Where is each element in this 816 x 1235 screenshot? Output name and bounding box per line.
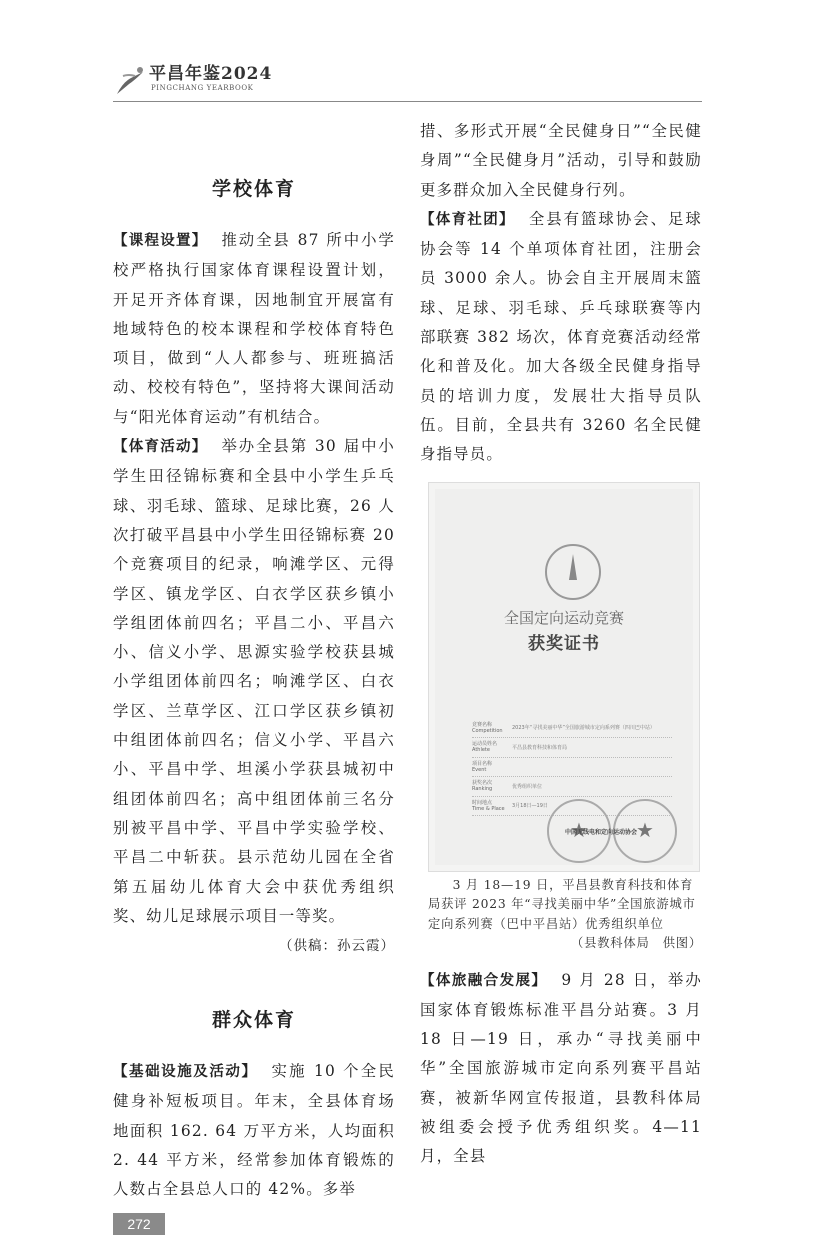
caption-credit: （县教科体局 供图） [571, 936, 702, 951]
paragraph-tag: 【基础设施及活动】 [113, 1064, 258, 1081]
caption-text: 3 月 18—19 日，平昌县教育科技和体育局获评 2023 年“寻找美丽中华”全国旅游城市定向系列赛（巴中平昌站）优秀组织单位 [428, 877, 696, 931]
certificate-subtitle: 获奖证书 [528, 633, 600, 654]
section-title-school-sports: 学校体育 [211, 178, 296, 200]
paragraph-continued: 措、多形式开展“全民健身日”“全民健身周”“全民健身月”活动，引导和鼓励更多群众加入全民健身行列。 [420, 122, 702, 199]
paragraph-text: 举办全县第 30 届中小学生田径锦标赛和全县中小学生乒乓球、羽毛球、篮球、足球比赛，26 人次打破平昌县中小学生田径锦标赛 20 个竞赛项目的纪录，响滩学区、元得学区、镇龙学区、白衣学区获乡镇小学组团体前四名；平昌二小、平昌六小、信义小学、思源实验学校获县城小学组团体前四名；响滩学区、白衣学区、兰草学区、江口学区获乡镇初中组团体前四名；信义小学、平昌六小、平昌中学、坦溪小学获县城初中组团体前四名；高中组团体前三名分别被平昌中学、平昌中学实验学校、平昌二中斩获。县示范幼儿园在全省第五届幼儿体育大会中获优秀组织奖、幼儿足球展示项目一等奖。 [113, 437, 395, 925]
paragraph-text: 实施 10 个全民健身补短板项目。年末，全县体育场地面积 162. 64 万平方米，人均面积 2. 44 平方米，经常参加体育锻炼的人数占全县总人口的 42%。多举 [113, 1062, 396, 1199]
paragraph-tag: 【课程设置】 [113, 233, 208, 249]
orienteering-emblem-icon [545, 544, 601, 600]
stamp-text: 中国无线电和定向运动协会 [565, 828, 638, 836]
right-column-bottom [420, 966, 702, 1172]
paragraph-text: 推动全县 87 所中小学校严格执行国家体育课程设置计划，开足开齐体育课，因地制宜开展富有地域特色的校本课程和学校体育特色项目，做到“人人都参与、班班搞活动、校校有特色”，坚持将大课间活动与“阳光体育运动”有机结合。 [113, 231, 395, 426]
header-divider [113, 101, 702, 102]
photo-caption [428, 876, 702, 954]
section-title-mass-sports: 群众体育 [211, 1009, 296, 1032]
contributor-credit: （供稿：孙云霞） [279, 938, 395, 955]
left-column-flow [113, 176, 395, 1235]
paragraph-text: 全县有篮球协会、足球协会等 14 个单项体育社团，注册会员 3000 余人。协会自主开展周末篮球、足球、羽毛球、乒乓球联赛等内部联赛 382 场次，体育竞赛活动经常化和普及化。加大各级全民健身指导员的培训力度，发展壮大指导员队伍。目前，全县共有 3260 名全民健身指导员。 [420, 209, 702, 464]
certificate-field: 竞赛名称 Competition 2023年“寻找美丽中华”全国旅游城市定向系列赛（四川巴中站） [472, 719, 672, 739]
yearbook-logo [113, 64, 272, 98]
paragraph-activities [113, 432, 395, 931]
page-number: 272 [113, 1213, 165, 1235]
certificate-field: 获奖名次 Ranking 优秀组织单位 [472, 777, 672, 797]
right-column [420, 117, 702, 470]
right-column-flow [420, 117, 702, 1172]
left-column [113, 226, 395, 931]
certificate-field: 项目名称 Event [472, 758, 672, 778]
paragraph-clubs [420, 205, 702, 470]
paragraph-tag: 【体育活动】 [113, 439, 208, 456]
stamp-icon: ★ [547, 799, 611, 863]
certificate-title: 全国定向运动竞赛 [503, 608, 624, 627]
paragraph-facilities [113, 1057, 395, 1204]
paragraph-tag: 【体育社团】 [420, 211, 515, 228]
certificate-field: 运动员姓名 Athlete 平昌县教育科技和体育局 [472, 738, 672, 758]
logo-subtitle: PINGCHANG YEARBOOK [151, 84, 254, 92]
paragraph-sports-tourism [420, 966, 702, 1172]
certificate-field: 时间地点 Time & Place 3月18日—19日 [472, 797, 672, 817]
left-column-bottom [113, 1057, 395, 1204]
certificate-photo [428, 482, 700, 872]
paragraph-text: 9 月 28 日，举办国家体育锻炼标准平昌分站赛。3 月 18 日—19 日，承办“寻找美丽中华”全国旅游城市定向系列赛平昌站赛，被新华网宣传报道，县教科体局被组委会授予优秀组织奖。4—11 月，全县 [420, 970, 702, 1166]
runner-logo-icon [113, 64, 149, 98]
stamp-icon: ★ [613, 799, 677, 863]
paragraph-curriculum [113, 226, 395, 432]
paragraph-tag: 【体旅融合发展】 [420, 972, 548, 989]
logo-title: 平昌年鉴2024 [149, 64, 273, 84]
